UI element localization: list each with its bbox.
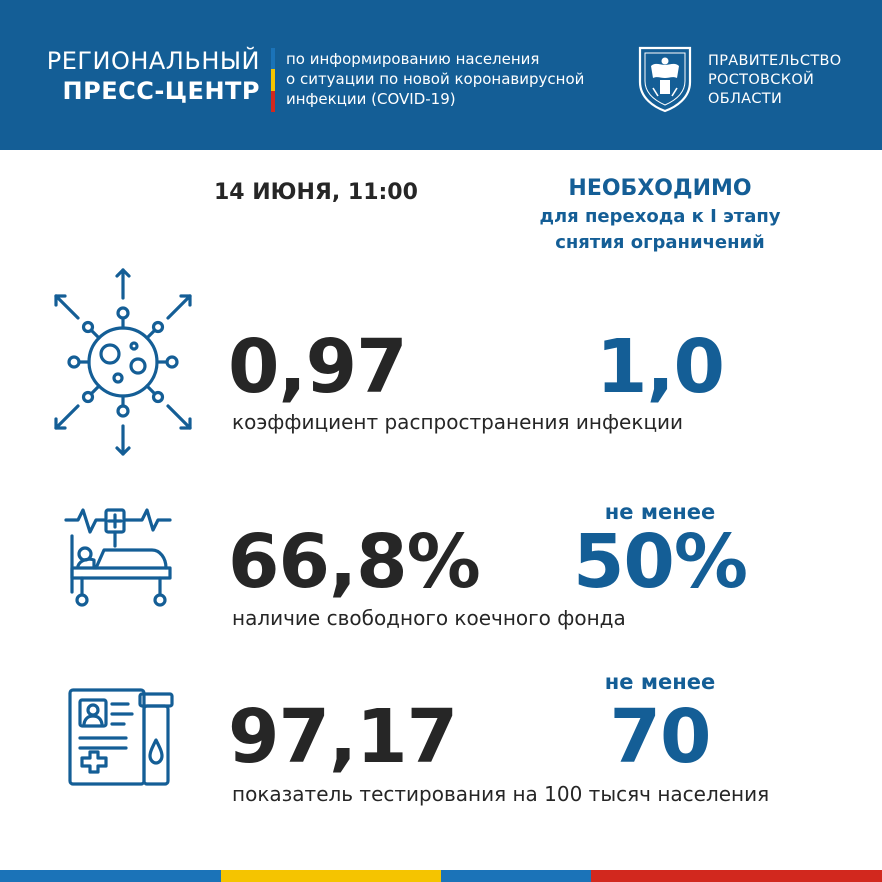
- header-banner: [0, 0, 882, 150]
- gov-line-3: ОБЛАСТИ: [708, 91, 783, 107]
- press-center-title: [46, 46, 260, 106]
- metric-3-target: 70: [609, 694, 711, 780]
- metric-2-target: 50%: [572, 519, 748, 605]
- virus-icon: [48, 262, 198, 462]
- hospital-bed-icon: [64, 506, 174, 610]
- metric-3-target-prefix: не менее: [604, 670, 716, 694]
- requirement-line-2: для перехода к I этапу: [539, 206, 781, 227]
- metric-1-value: 0,97: [228, 324, 407, 410]
- metric-1-target: 1,0: [595, 324, 725, 410]
- metric-3-label: показатель тестирования на 100 тысяч населения: [232, 782, 770, 806]
- metric-2-label: наличие свободного коечного фонда: [232, 606, 626, 630]
- requirement-heading: [500, 174, 820, 256]
- tricolor-divider: [271, 48, 275, 112]
- requirement-line-3: снятия ограничений: [555, 232, 765, 253]
- requirement-line-1: НЕОБХОДИМО: [568, 176, 752, 201]
- desc-line-2: о ситуации по новой коронавирусной: [286, 70, 585, 88]
- metric-3-value: 97,17: [228, 694, 458, 780]
- metric-2-value: 66,8%: [228, 519, 480, 605]
- metric-1-label: коэффициент распространения инфекции: [232, 410, 684, 434]
- report-date: 14 ИЮНЯ, 11:00: [214, 180, 418, 205]
- tricolor-stripe: [0, 870, 882, 882]
- desc-line-1: по информированию населения: [286, 50, 540, 68]
- title-line-regional: РЕГИОНАЛЬНЫЙ: [46, 47, 260, 75]
- government-name: [708, 52, 841, 109]
- coat-of-arms-icon: [636, 44, 694, 114]
- metric-2-target-prefix: не менее: [604, 500, 716, 524]
- gov-line-2: РОСТОВСКОЙ: [708, 72, 815, 88]
- gov-line-1: ПРАВИТЕЛЬСТВО: [708, 53, 842, 69]
- press-center-description: [286, 49, 606, 109]
- medical-test-icon: [66, 686, 178, 790]
- desc-line-3: инфекции (COVID-19): [286, 90, 456, 108]
- title-line-press-center: ПРЕСС-ЦЕНТР: [62, 77, 260, 105]
